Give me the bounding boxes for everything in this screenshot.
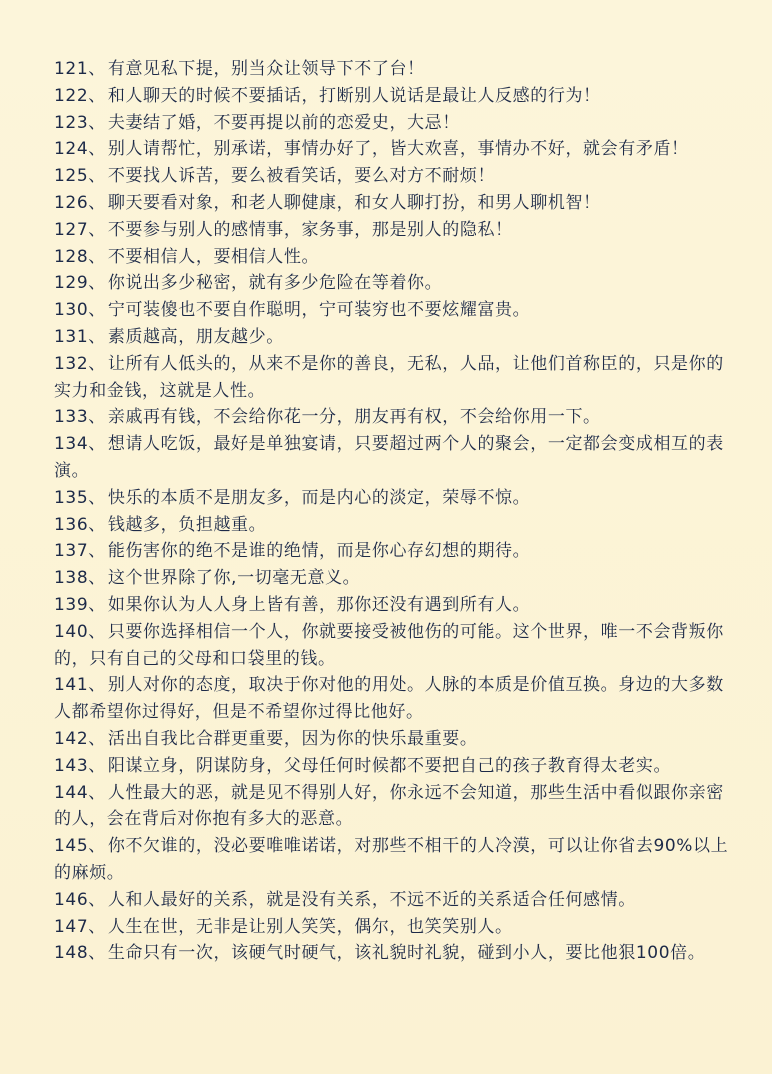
item-text: 有意见私下提，别当众让领导下不了台！	[107, 59, 425, 79]
item-text: 宁可装傻也不要自作聪明，宁可装穷也不要炫耀富贵。	[107, 300, 531, 321]
list-item	[54, 485, 732, 512]
list-item	[54, 136, 732, 163]
list-item	[54, 672, 732, 726]
item-text: 别人请帮忙，别承诺，事情办好了，皆大欢喜，事情办不好，就会有矛盾！	[107, 139, 689, 160]
item-number: 147、	[54, 916, 106, 937]
item-number: 133、	[54, 407, 106, 428]
item-number: 145、	[54, 836, 106, 857]
item-number: 129、	[54, 273, 106, 294]
list-item	[54, 512, 732, 539]
item-text: 人生在世，无非是让别人笑笑，偶尔，也笑笑别人。	[107, 916, 513, 937]
item-text: 人和人最好的关系，就是没有关系，不远不近的关系适合任何感情。	[107, 889, 636, 910]
list-item	[54, 887, 732, 914]
item-text: 钱越多，负担越重。	[107, 514, 267, 535]
item-text: 你不欠谁的，没必要唯唯诺诺，对那些不相干的人冷漠，可以让你省去90%以上的麻烦。	[54, 836, 729, 883]
item-number: 122、	[54, 85, 106, 106]
item-text: 快乐的本质不是朋友多，而是内心的淡定，荣辱不惊。	[107, 487, 531, 508]
item-text: 如果你认为人人身上皆有善，那你还没有遇到所有人。	[107, 594, 531, 615]
list-item	[54, 726, 732, 753]
item-text: 能伤害你的绝不是谁的绝情，而是你心存幻想的期待。	[107, 541, 531, 562]
item-text: 只要你选择相信一个人，你就要接受被他伤的可能。这个世界，唯一不会背叛你的，只有自己的父母和口袋里的钱。	[54, 621, 724, 669]
list-item	[54, 538, 732, 565]
item-number: 132、	[54, 353, 106, 374]
item-number: 146、	[54, 889, 106, 910]
quote-list	[54, 56, 732, 967]
list-item	[54, 83, 732, 110]
item-text: 和人聊天的时候不要插话，打断别人说话是最让人反感的行为！	[107, 85, 601, 106]
list-item	[54, 565, 732, 592]
item-text: 素质越高，朋友越少。	[107, 326, 284, 347]
item-text: 阳谋立身，阴谋防身，父母任何时候都不要把自己的孩子教育得太老实。	[107, 755, 672, 776]
list-item	[54, 940, 732, 967]
item-number: 124、	[54, 139, 106, 160]
item-number: 126、	[54, 192, 106, 213]
list-item	[54, 780, 732, 834]
item-text: 人性最大的恶，就是见不得别人好，你永远不会知道，那些生活中看似跟你亲密的人，会在背后对你抱有多大的恶意。	[54, 782, 724, 830]
item-number: 139、	[54, 594, 106, 615]
item-number: 142、	[54, 728, 106, 749]
item-number: 125、	[54, 166, 106, 187]
list-item	[54, 190, 732, 217]
item-number: 127、	[54, 219, 106, 240]
item-number: 136、	[54, 514, 106, 535]
item-text: 想请人吃饭，最好是单独宴请，只要超过两个人的聚会，一定都会变成相互的表演。	[54, 434, 724, 481]
item-number: 123、	[54, 112, 106, 133]
item-number: 135、	[54, 487, 106, 508]
list-item	[54, 914, 732, 941]
item-text: 活出自我比合群更重要，因为你的快乐最重要。	[107, 728, 478, 749]
item-text: 不要参与别人的感情事，家务事，那是别人的隐私！	[107, 219, 513, 240]
item-number: 141、	[54, 675, 106, 696]
item-text: 你说出多少秘密，就有多少危险在等着你。	[107, 273, 443, 294]
item-number: 138、	[54, 568, 106, 589]
list-item	[54, 56, 732, 83]
list-item	[54, 297, 732, 324]
item-text: 亲戚再有钱，不会给你花一分，朋友再有权，不会给你用一下。	[107, 407, 601, 428]
item-text: 生命只有一次，该硬气时硬气，该礼貌时礼貌，碰到小人，要比他狠100倍。	[107, 943, 706, 964]
list-item	[54, 753, 732, 780]
item-text: 让所有人低头的，从来不是你的善良，无私，人品，让他们首称臣的，只是你的实力和金钱，这就是人性。	[54, 353, 724, 401]
item-text: 不要相信人，要相信人性。	[107, 246, 320, 267]
item-text: 聊天要看对象，和老人聊健康，和女人聊打扮，和男人聊机智！	[107, 192, 601, 213]
list-item	[54, 619, 732, 673]
list-item	[54, 244, 732, 271]
item-text: 夫妻结了婚，不要再提以前的恋爱史，大忌！	[107, 112, 460, 133]
list-item	[54, 110, 732, 137]
list-item	[54, 833, 732, 887]
item-number: 130、	[54, 300, 106, 321]
item-number: 121、	[54, 59, 106, 79]
list-item	[54, 431, 732, 485]
item-number: 140、	[54, 621, 106, 642]
item-number: 128、	[54, 246, 106, 267]
item-text: 不要找人诉苦，要么被看笑话，要么对方不耐烦！	[107, 166, 496, 187]
item-number: 137、	[54, 541, 106, 562]
list-item	[54, 270, 732, 297]
list-item	[54, 163, 732, 190]
item-number: 131、	[54, 326, 106, 347]
item-number: 134、	[54, 434, 106, 455]
list-item	[54, 351, 732, 405]
item-text: 别人对你的态度，取决于你对他的用处。人脉的本质是价值互换。身边的大多数人都希望你过得好，但是不希望你过得比他好。	[54, 675, 724, 723]
item-number: 143、	[54, 755, 106, 776]
list-item	[54, 324, 732, 351]
item-number: 144、	[54, 782, 106, 803]
list-item	[54, 592, 732, 619]
list-item	[54, 217, 732, 244]
item-number: 148、	[54, 943, 106, 964]
list-item	[54, 404, 732, 431]
item-text: 这个世界除了你,一切毫无意义。	[107, 568, 361, 589]
